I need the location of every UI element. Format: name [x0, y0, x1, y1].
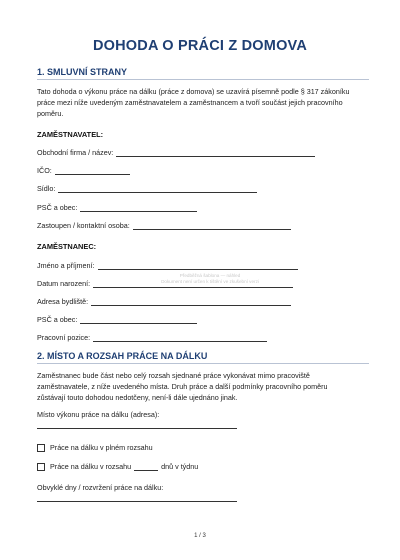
option-partial-suffix: dnů v týdnu — [161, 462, 199, 471]
intro-line: Tato dohoda o výkonu práce na dálku (práce z domova) se uzavírá písemně podle § 317 zákoníku — [37, 87, 350, 96]
option-partial-label: Práce na dálku v rozsahu — [50, 462, 132, 471]
page-number: 1 / 3 — [194, 533, 206, 539]
fill-line[interactable] — [55, 166, 130, 175]
section-2-heading: 2. MÍSTO A ROZSAH PRÁCE NA DÁLKU — [37, 351, 208, 361]
employee-address-field[interactable] — [37, 297, 291, 306]
fill-line[interactable] — [93, 333, 267, 342]
field-label: PSČ a obec: — [37, 203, 78, 212]
fill-line[interactable] — [116, 148, 315, 157]
field-label: Adresa bydliště: — [37, 297, 89, 306]
fill-line[interactable] — [98, 261, 298, 270]
employer-seat-field[interactable] — [37, 184, 257, 193]
employee-name-field[interactable] — [37, 261, 298, 270]
fill-line[interactable] — [58, 184, 257, 193]
field-label: Datum narození: — [37, 279, 91, 288]
watermark-line: Předběžná šablona — náhled — [179, 273, 241, 278]
field-label: PSČ a obec: — [37, 315, 78, 324]
employer-name-field[interactable] — [37, 148, 315, 157]
intro-line: poměru. — [37, 109, 64, 118]
section-1-intro — [37, 86, 370, 119]
intro-line: práce mezi níže uvedeným zaměstnavatelem a zaměstnancem a tvoří součást jejich pracovního — [37, 98, 343, 107]
field-label: IČO: — [37, 166, 52, 175]
section-1-heading: 1. SMLUVNÍ STRANY — [37, 67, 128, 77]
work-place-label — [37, 410, 159, 419]
fill-line[interactable] — [80, 315, 197, 324]
schedule-label — [37, 483, 163, 492]
intro-line: zaměstnavatele, z níže uvedeného místa. Druh práce a další podmínky pracovního poměru — [37, 382, 328, 391]
employer-city-field[interactable] — [37, 203, 197, 212]
section-2-rule — [37, 363, 369, 364]
days-count-line[interactable] — [134, 463, 158, 471]
section-1-rule — [37, 79, 369, 80]
employee-label: ZAMĚSTNANEC: — [37, 242, 97, 251]
field-label: Zastoupen / kontaktní osoba: — [37, 221, 130, 230]
work-place-line[interactable] — [37, 428, 237, 429]
intro-line: zůstávají touto dohodou nedotčeny, není-li dále ujednáno jinak. — [37, 393, 238, 402]
checkbox-full[interactable] — [37, 444, 45, 452]
field-label: Jméno a příjmení: — [37, 261, 95, 270]
option-full-row[interactable] — [37, 443, 153, 452]
field-label: Obchodní firma / název: — [37, 148, 114, 157]
employee-position-field[interactable] — [37, 333, 267, 342]
employer-contact-field[interactable] — [37, 221, 291, 230]
option-full-label: Práce na dálku v plném rozsahu — [50, 443, 153, 452]
field-label: Sídlo: — [37, 184, 56, 193]
fill-line[interactable] — [80, 203, 197, 212]
field-label: Místo výkonu práce na dálku (adresa): — [37, 410, 160, 419]
fill-line[interactable] — [133, 221, 291, 230]
intro-line: Zaměstnanec bude část nebo celý rozsah sjednané práce vykonávat mimo pracoviště — [37, 371, 310, 380]
schedule-line[interactable] — [37, 501, 237, 502]
field-label: Obvyklé dny / rozvržení práce na dálku: — [37, 483, 164, 492]
fill-line[interactable] — [91, 297, 291, 306]
option-partial-row[interactable] — [37, 462, 198, 471]
section-2-intro — [37, 370, 370, 403]
employer-label: ZAMĚSTNAVATEL: — [37, 130, 104, 139]
field-label: Pracovní pozice: — [37, 333, 91, 342]
employee-city-field[interactable] — [37, 315, 197, 324]
employer-ico-field[interactable] — [37, 166, 130, 175]
watermark-line: Dokument není určen k tištění ve zkušební verzi — [161, 279, 259, 284]
watermark — [150, 273, 270, 285]
document-title: DOHODA O PRÁCI Z DOMOVA — [92, 38, 308, 54]
checkbox-partial[interactable] — [37, 463, 45, 471]
